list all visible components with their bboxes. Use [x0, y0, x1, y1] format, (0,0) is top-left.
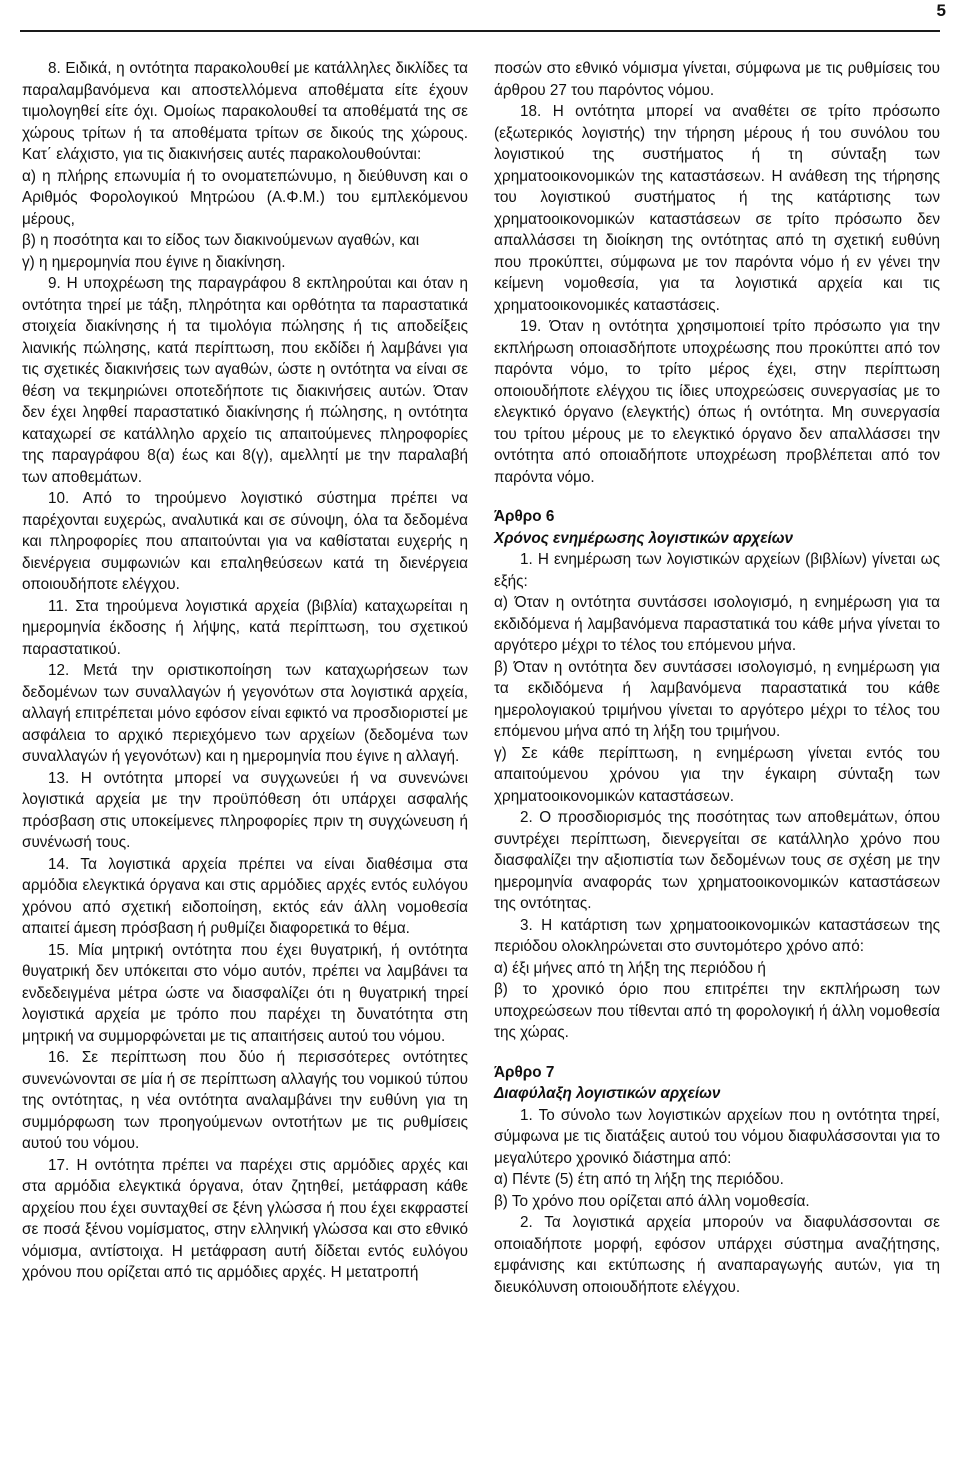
- list-item: γ) Σε κάθε περίπτωση, η ενημέρωση γίνεται εντός του απαιτούμενου χρόνου για την έγκαιρη σύνταξη των χρηματοοικονομικών καταστάσεων.: [494, 744, 940, 805]
- list-item: α) Όταν η οντότητα συντάσσει ισολογισμό, η ενημέρωση για τα εκδιδόμενα ή λαμβανόμενα παραστατικά του κάθε μήνα γίνεται το αργότερο μέχρι το τέλος του επόμενου μήνα.: [494, 594, 940, 654]
- paragraph: 1. Η ενημέρωση των λογιστικών αρχείων (βιβλίων) γίνεται ως εξής:: [494, 551, 940, 590]
- paragraph: 13. Η οντότητα μπορεί να συγχωνεύει ή να συνενώνει λογιστικά αρχεία με την προϋπόθεση ότι υπάρχει ασφαλής πρόσβαση στις υποκείμενες πληροφορίες πριν τη συγχώνευση ή συνένωσή τους.: [22, 769, 468, 851]
- list-item: α) η πλήρης επωνυμία ή το ονοματεπώνυμο, η διεύθυνση και ο Αριθμός Φορολογικού Μητρώου (Α.Φ.Μ.) του εμπλεκόμενου μέρους,: [22, 167, 468, 228]
- paragraph: 2. Ο προσδιορισμός της ποσότητας των αποθεμάτων, όπου συντρέχει περίπτωση, διενεργείται σε κατάλληλο χρόνο που διασφαλίζει την αξιοπιστία των δεδομένων τους σε σχέση με την ημερομηνία αναφοράς των χρηματοοικονομικών καταστάσεων της οντότητας.: [494, 809, 940, 912]
- paragraph: ποσών στο εθνικό νόμισμα γίνεται, σύμφωνα με τις ρυθμίσεις του άρθρου 27 του παρόντος νόμου.: [494, 60, 940, 99]
- list-item: α) έξι μήνες από τη λήξη της περιόδου ή: [494, 959, 766, 977]
- paragraph: 10. Από το τηρούμενο λογιστικό σύστημα πρέπει να παρέχονται ευχερώς, αναλυτικά και σε σύνοψη, όλα τα δεδομένα και πληροφορίες που απαιτούνται για να καθίσταται ευχερής η διενέργεια συμφωνιών και επαληθεύσεων κατά τη διενέργεια οποιουδήποτε ελέγχου.: [22, 490, 468, 593]
- page-number: 5: [936, 1, 946, 20]
- paragraph: 3. Η κατάρτιση των χρηματοοικονομικών καταστάσεων της περιόδου ολοκληρώνεται στο συντομότερο χρόνο από:: [494, 916, 940, 955]
- paragraph: 12. Μετά την οριστικοποίηση των καταχωρήσεων των δεδομένων των συναλλαγών ή γεγονότων στα λογιστικά αρχεία, αλλαγή επιτρέπεται μόνο εφόσον είναι εφικτό να προσδιοριστεί με ασφάλεια το αρχικό περιεχόμενο των αρχείων (δεδομένα των συναλλαγών ή γεγονότων) και η ημερομηνία που έγινε η αλλαγή.: [22, 662, 468, 765]
- list-item: γ) η ημερομηνία που έγινε η διακίνηση.: [22, 253, 286, 271]
- article-heading: Άρθρο 7: [494, 1063, 555, 1081]
- list-item: β) Το χρόνο που ορίζεται από άλλη νομοθεσία.: [494, 1192, 810, 1210]
- paragraph: 1. Το σύνολο των λογιστικών αρχείων που η οντότητα τηρεί, σύμφωνα με τις διατάξεις αυτού του νόμου διαφυλάσσονται για το μεγαλύτερο χρονικό διάστημα από:: [494, 1106, 940, 1167]
- article-title: Χρόνος ενημέρωσης λογιστικών αρχείων: [494, 529, 794, 547]
- list-item: β) Όταν η οντότητα δεν συντάσσει ισολογισμό, η ενημέρωση για τα εκδιδόμενα ή λαμβανόμενα παραστατικά του κάθε ημερολογιακού τριμήνου γίνεται το αργότερο μέχρι το τέλος του επόμενου μήνα από τη λήξη του τριμήνου.: [494, 658, 940, 740]
- paragraph: 17. Η οντότητα πρέπει να παρέχει στις αρμόδιες αρχές και στα αρμόδια ελεγκτικά όργανα, όταν ζητηθεί, μετάφραση κάθε αρχείου που έχει συνταχθεί σε ξένη γλώσσα ή που έχει εκφραστεί σε ποσά ξένου νομίσματος, στην ελληνική γλώσσα και στο εθνικό νόμισμα, αντίστοιχα. Η μετάφραση αυτή δίδεται εντός ευλόγου χρόνου που ορίζεται από τις αρμόδιες αρχές. Η μετατροπή: [22, 1156, 468, 1281]
- paragraph: 14. Τα λογιστικά αρχεία πρέπει να είναι διαθέσιμα στα αρμόδια ελεγκτικά όργανα και στις αρμόδιες αρχές εντός ευλόγου χρόνου από σχετική ειδοποίηση, εκτός εάν άλλη νομοθεσία απαιτεί άμεση πρόσβαση ή ρυθμίζει διαφορετικά το θέμα.: [22, 855, 468, 937]
- header-rule: [20, 30, 940, 32]
- paragraph: 18. Η οντότητα μπορεί να αναθέτει σε τρίτο πρόσωπο (εξωτερικός λογιστής) την τήρηση μέρους ή του συνόλου του λογιστικού της συστήματος ή τη σύνταξη των χρηματοοικονομικών της καταστάσεων. Η ανάθεση της τήρησης του λογιστικού συστήματος ή της κατάρτισης των χρηματοοικονομικών καταστάσεων σε τρίτο πρόσωπο δεν απαλλάσσει τη διοίκηση της οντότητας από τη σχετική ευθύνη που προκύπτει, σύμφωνα με τον παρόντα νόμο ή εν γένει την κείμενη νομοθεσία, για τα λογιστικά αρχεία και τις χρηματοοικονομικές καταστάσεις.: [494, 103, 940, 314]
- list-item: β) η ποσότητα και το είδος των διακινούμενων αγαθών, και: [22, 232, 420, 249]
- paragraph: 9. Η υποχρέωση της παραγράφου 8 εκπληρούται και όταν η οντότητα τηρεί με τάξη, πληρότητα και ορθότητα τα παραστατικά στοιχεία διακίνησης ή τα τιμολόγια πώλησης ή τις αποδείξεις λιανικής πώλησης, κατά περίπτωση, που εκδίδει ή λαμβάνει για τις σχετικές διακινήσεις των αγαθών, ώστε η οντότητα να είναι σε θέση να τεκμηριώνει οποτεδήποτε τις διακινήσεις αυτών. Όταν δεν έχει ληφθεί παραστατικό διακίνησης ή πώλησης, η οντότητα καταχωρεί σε κατάλληλο αρχείο τις απαιτούμενες πληροφορίες της παραγράφου 8(α) έως και 8(γ), αμελλητί με την παραλαβή των αποθεμάτων.: [22, 275, 468, 486]
- right-column: [494, 58, 940, 1298]
- list-item: β) το χρονικό όριο που επιτρέπει την εκπλήρωση των υποχρεώσεων που τίθενται από τη φορολογική ή άλλη νομοθεσία της χώρας.: [494, 981, 940, 1041]
- paragraph: 16. Σε περίπτωση που δύο ή περισσότερες οντότητες συνενώνονται σε μία ή σε περίπτωση αλλαγής του νομικού τύπου της οντότητας, η νέα οντότητα αναλαμβάνει την ευθύνη για τη συμμόρφωση των προηγούμενων οντοτήτων με τις ρυθμίσεις αυτού του νόμου.: [22, 1049, 468, 1152]
- list-item: α) Πέντε (5) έτη από τη λήξη της περιόδου.: [494, 1171, 784, 1188]
- left-column: [22, 58, 468, 1284]
- paragraph: 2. Τα λογιστικά αρχεία μπορούν να διαφυλάσσονται σε οποιαδήποτε μορφή, εφόσον υπάρχει σύστημα αναζήτησης, εμφάνισης και εκτύπωσης ή αναπαραγωγής αυτών, για τη διευκόλυνση οποιουδήποτε ελέγχου.: [494, 1214, 940, 1296]
- article-heading: Άρθρο 6: [494, 508, 555, 525]
- paragraph: 19. Όταν η οντότητα χρησιμοποιεί τρίτο πρόσωπο για την εκπλήρωση οποιασδήποτε υποχρέωσης που προκύπτει από τον παρόντα νόμο, το τρίτο μέρος έχει, στην περίπτωση οποιουδήποτε ελέγχου τις ίδιες υποχρεώσεις συνεργασίας με το ελεγκτικό όργανο (ελεγκτής) όπως ή οντότητα. Μη συνεργασία του τρίτου μέρους με το ελεγκτικό όργανο δεν απαλλάσσει την οντότητα από οποιαδήποτε υποχρέωση προβλέπεται από τον παρόντα νόμο.: [494, 318, 940, 486]
- paragraph: 8. Ειδικά, η οντότητα παρακολουθεί με κατάλληλες δικλίδες τα παραλαμβανόμενα και αποστελλόμενα αποθέματα είτε έχουν τιμολογηθεί είτε όχι. Ομοίως παρακολουθεί τα αποθέματά της σε χώρους τρίτων ή τα αποθέματα τρίτων σε δικούς της χώρους. Κατ΄ ελάχιστο, για τις διακινήσεις αυτές παρακολουθούνται:: [22, 60, 468, 163]
- paragraph: 15. Μία μητρική οντότητα που έχει θυγατρική, ή οντότητα θυγατρική δεν υπόκειται στο νόμο αυτόν, πρέπει να λαμβάνει τα ενδεδειγμένα μέτρα ώστε να διασφαλίζει ότι η θυγατρική τηρεί λογιστικά αρχεία με τρόπο που παρέχει τη δυνατότητα στη μητρική να συμμορφώνεται με τις απαιτήσεις αυτού του νόμου.: [22, 941, 468, 1045]
- paragraph: 11. Στα τηρούμενα λογιστικά αρχεία (βιβλία) καταχωρείται η ημερομηνία έκδοσης ή λήψης, κατά περίπτωση, του σχετικού παραστατικού.: [22, 597, 468, 658]
- article-title: Διαφύλαξη λογιστικών αρχείων: [494, 1085, 721, 1102]
